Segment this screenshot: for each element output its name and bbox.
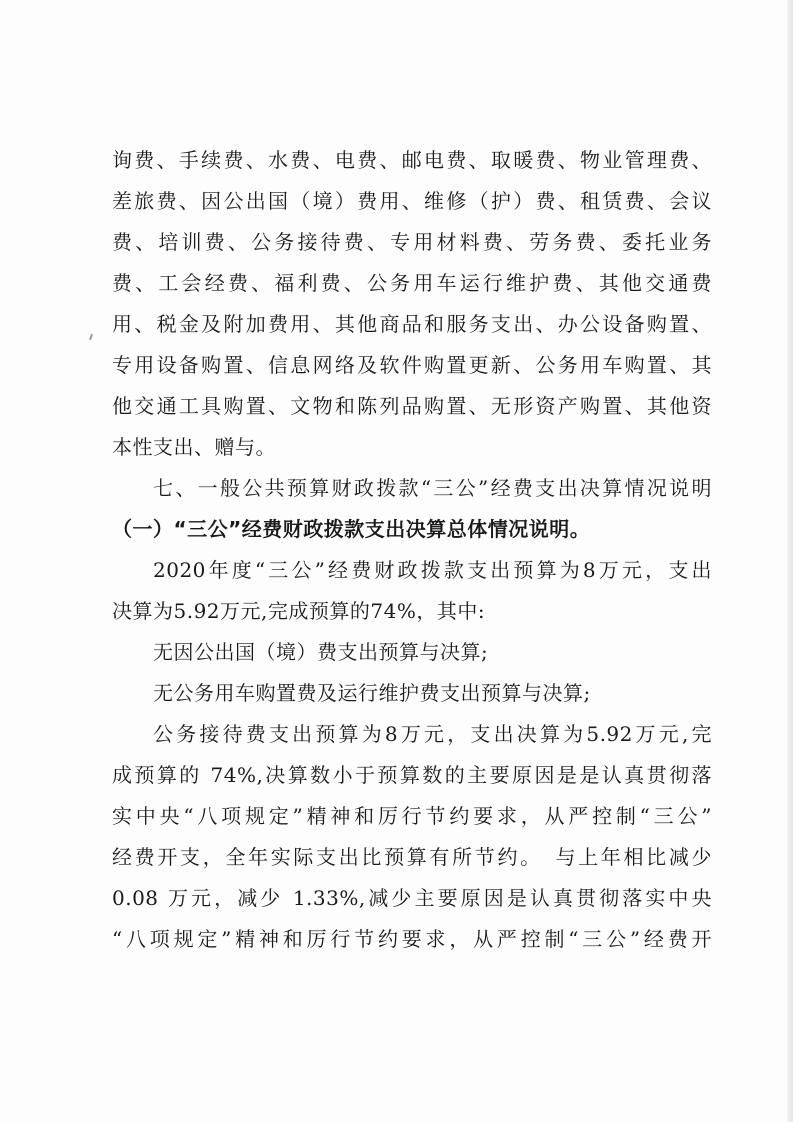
scan-speck (89, 334, 93, 340)
body-line-7: 他交通工具购置、文物和陈列品购置、无形资产购置、其他资 (112, 394, 712, 418)
body-line-18: 经费开支，全年实际支出比预算有所节约。 与上年相比减少 (112, 845, 712, 869)
body-line-2: 差旅费、因公出国（境）费用、维修（护）费、租赁费、会议 (112, 189, 712, 213)
body-line-5: 用、税金及附加费用、其他商品和服务支出、办公设备购置、 (112, 312, 712, 336)
body-line-4: 费、工会经费、福利费、公务用车运行维护费、其他交通费 (112, 271, 712, 295)
section-heading-7: 七、一般公共预算财政拨款“三公”经费支出决算情况说明 (153, 476, 712, 500)
body-line-16: 成预算的 74%,决算数小于预算数的主要原因是是认真贯彻落 (112, 763, 712, 787)
body-line-12: 决算为5.92万元,完成预算的74%，其中: (112, 599, 486, 623)
body-line-17: 实中央“八项规定”精神和厉行节约要求，从严控制“三公” (112, 804, 712, 828)
body-line-14: 无公务用车购置费及运行维护费支出预算与决算; (153, 681, 591, 705)
body-line-8: 本性支出、赠与。 (112, 435, 276, 459)
body-line-20: “八项规定”精神和厉行节约要求，从严控制“三公”经费开 (112, 927, 712, 951)
body-line-19: 0.08 万元，减少 1.33%,减少主要原因是认真贯彻落实中央 (112, 886, 712, 910)
body-line-13: 无因公出国（境）费支出预算与决算; (153, 640, 489, 664)
body-line-6: 专用设备购置、信息网络及软件购置更新、公务用车购置、其 (112, 353, 712, 377)
body-line-1: 询费、手续费、水费、电费、邮电费、取暖费、物业管理费、 (112, 148, 712, 172)
body-line-3: 费、培训费、公务接待费、专用材料费、劳务费、委托业务 (112, 230, 712, 254)
subsection-heading-1: （一）“三公”经费财政拨款支出决算总体情况说明。 (112, 517, 591, 541)
body-line-11: 2020年度“三公”经费财政拨款支出预算为8万元，支出 (153, 558, 712, 582)
body-line-15: 公务接待费支出预算为8万元，支出决算为5.92万元,完 (153, 722, 712, 746)
page-edge-shadow (787, 0, 793, 1122)
